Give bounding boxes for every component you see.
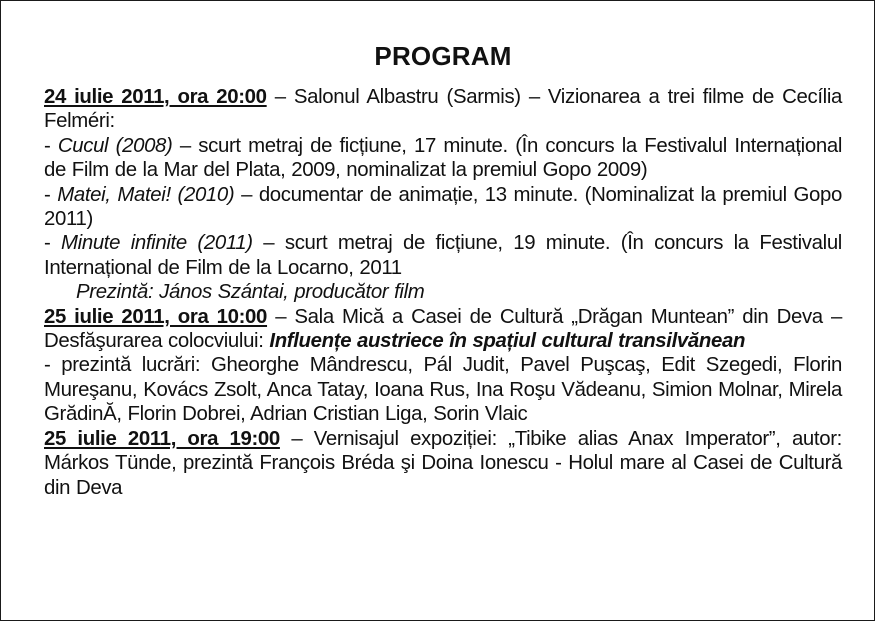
film-1 — [44, 134, 842, 183]
event-1-date: 24 iulie 2011, ora 20:00 — [44, 86, 267, 108]
film-2-title: Matei, Matei! (2010) — [57, 183, 235, 206]
event-2-date: 25 iulie 2011, ora 10:00 — [44, 305, 268, 328]
film-1-title: Cucul (2008) — [57, 134, 173, 157]
event-3 — [44, 427, 842, 500]
page-title: PROGRAM — [374, 41, 512, 71]
film-3-title: Minute infinite (2011) — [61, 232, 253, 255]
film-1-prefix: - — [44, 134, 58, 157]
film-3 — [44, 231, 842, 280]
film-3-prefix: - — [44, 232, 62, 255]
film-1-description: – scurt metraj de ficțiune, 17 minute. (În concurs la Festivalul Internațional de Film de la Mar del Plata, 2009, nominalizat la premiul Gopo 2009) — [44, 134, 842, 182]
event-3-description: – Vernisajul expoziției: „Tibike alias Anax Imperator”, autor: Márkos Tünde, prezintă François Bréda şi Doina Ionescu - Holul mare al Casei de Cultură din Deva — [44, 427, 842, 499]
event-2 — [44, 305, 842, 354]
program-body — [44, 85, 842, 500]
event-2-topic: Influențe austriece în spațiul cultural transilvănean — [269, 330, 746, 353]
event-2-description: – Sala Mică a Casei de Cultură „Drăgan Muntean” din Deva – Desfăşurarea colocviului: — [44, 305, 842, 353]
event-1-description: – Salonul Albastru (Sarmis) – Vizionarea a trei filme de Cecília Felméri: — [44, 86, 842, 133]
film-2-prefix: - — [44, 183, 58, 206]
film-2-description: – documentar de animație, 13 minute. (Nominalizat la premiul Gopo 2011) — [44, 183, 843, 231]
event-2-speakers: - prezintă lucrări: Gheorghe Mândrescu, Pál Judit, Pavel Puşcaş, Edit Szegedi, Florin Mureşanu, Kovács Zsolt, Anca Tatay, Ioana Rus, Ina Roşu Vădeanu, Simion Molnar, Mirela GrădinĂ, Florin Dobrei, Adrian Cristian Liga, Sorin Vlaic — [44, 354, 842, 426]
event-1 — [44, 85, 842, 134]
presenter-line: Prezintă: János Szántai, producător film — [76, 281, 425, 304]
event-3-date: 25 iulie 2011, ora 19:00 — [44, 427, 280, 450]
film-3-description: – scurt metraj de ficțiune, 19 minute. (În concurs la Festivalul Internațional de Film de la Locarno, 2011 — [44, 232, 842, 279]
film-2 — [44, 183, 842, 232]
